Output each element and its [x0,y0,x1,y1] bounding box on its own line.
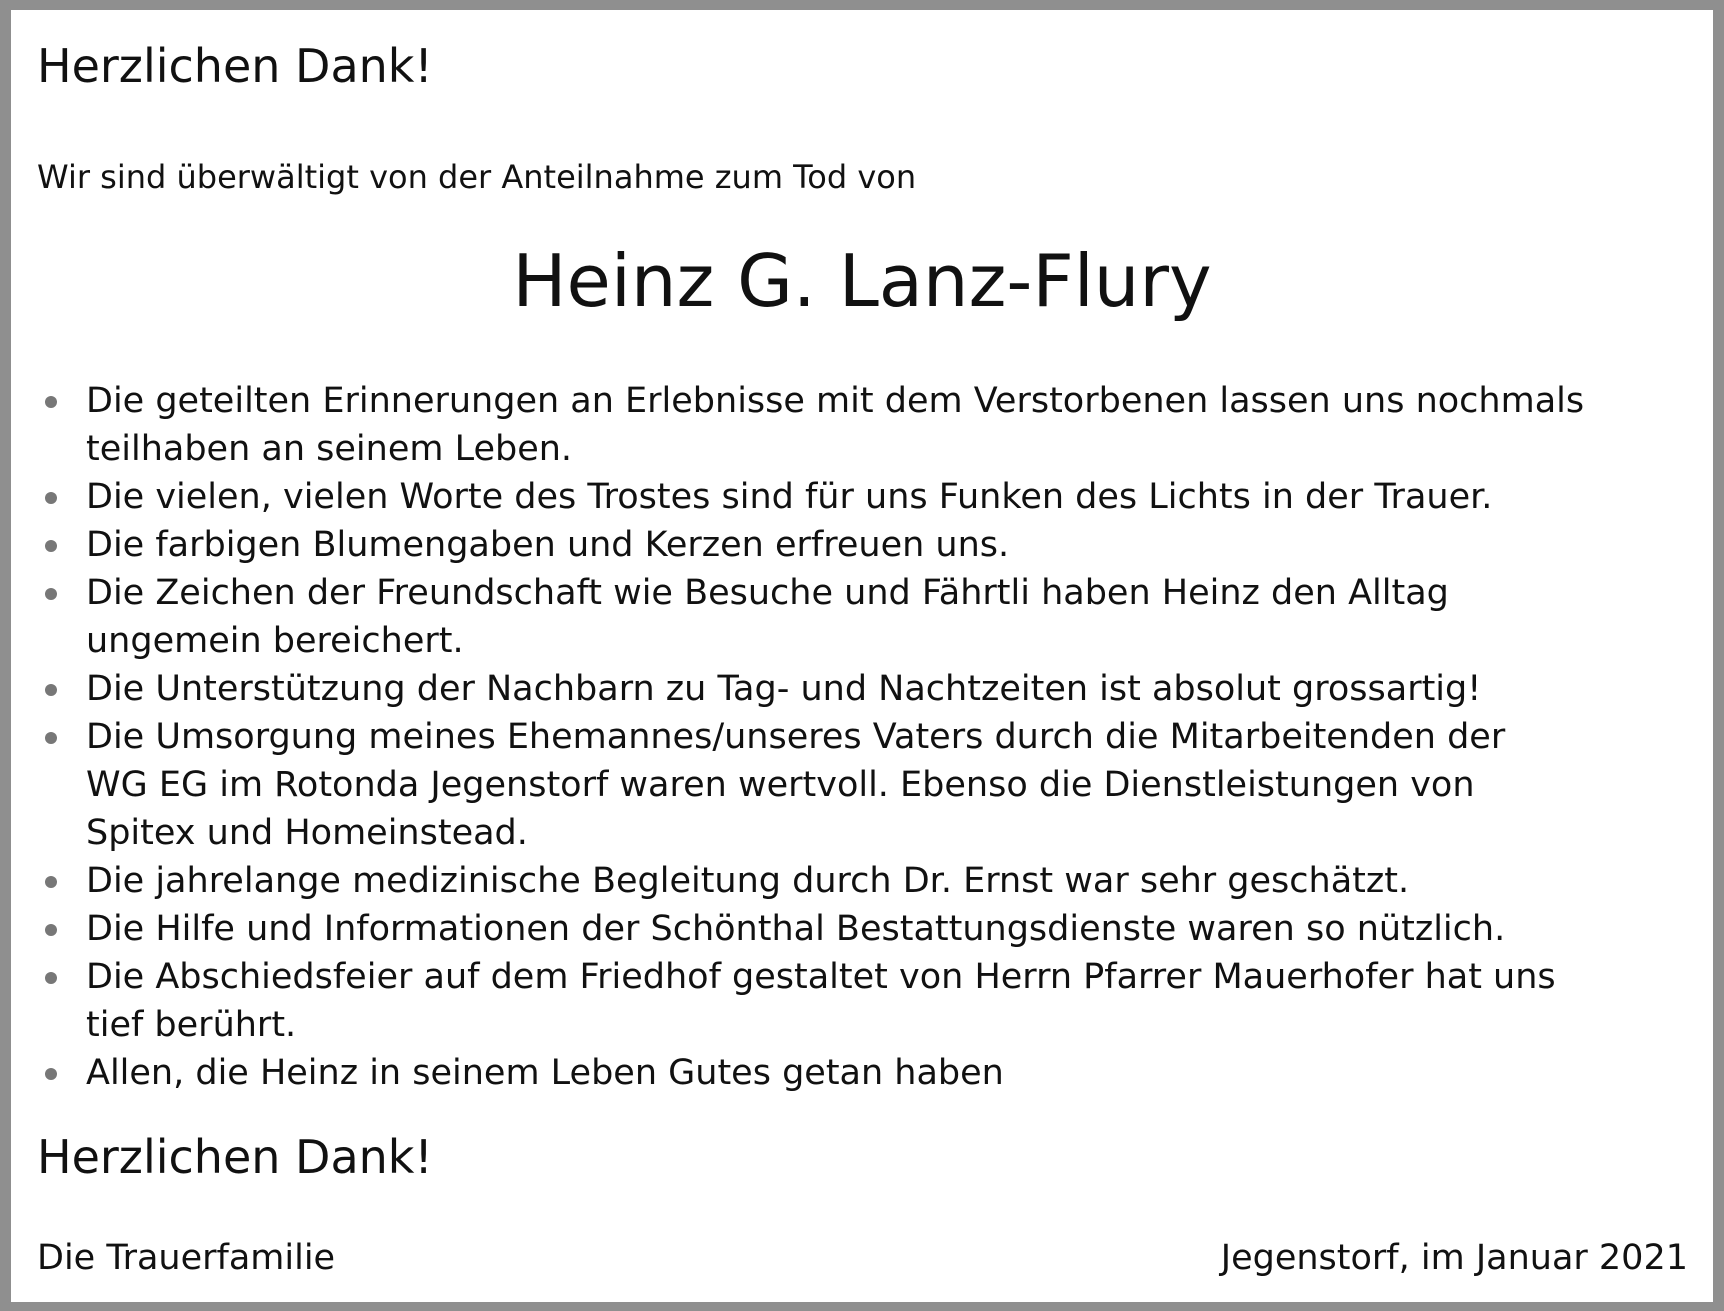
deceased-name: Heinz G. Lanz-Flury [512,239,1212,323]
list-item [41,473,1661,521]
thanks-list [41,377,1661,1097]
heading-top: Herzlichen Dank! [37,39,433,93]
intro-text: Wir sind überwältigt von der Anteilnahme zum Tod von [37,158,917,196]
list-item-text: Allen, die Heinz in seinem Leben Gutes getan haben [86,1053,1004,1093]
list-item-text: Die farbigen Blumengaben und Kerzen erfreuen uns. [86,525,1010,565]
bullet-icon [45,396,57,408]
bullet-icon [45,684,57,696]
list-item-text: Die Abschiedsfeier auf dem Friedhof gestaltet von Herrn Pfarrer Mauerhofer hat uns tief berührt. [86,957,1556,1045]
list-item-text: Die Zeichen der Freundschaft wie Besuche und Fährtli haben Heinz den Alltag ungemein bereichert. [86,573,1449,661]
list-item [41,665,1661,713]
bullet-icon [45,924,57,936]
signature: Die Trauerfamilie [37,1238,336,1278]
list-item [41,905,1661,953]
bullet-icon [45,540,57,552]
bullet-icon [45,876,57,888]
bullet-icon [45,492,57,504]
bullet-icon [45,972,57,984]
bullet-icon [45,1068,57,1080]
list-item [41,713,1661,857]
list-item-text: Die Umsorgung meines Ehemannes/unseres Vaters durch die Mitarbeitenden der WG EG im Rotonda Jegenstorf waren wertvoll. Ebenso die Dienstleistungen von Spitex und Homeinstead. [86,717,1506,853]
bullet-icon [45,588,57,600]
list-item-text: Die geteilten Erinnerungen an Erlebnisse mit dem Verstorbenen lassen uns nochmals teilhaben an seinem Leben. [86,381,1585,469]
list-item [41,857,1661,905]
list-item [41,953,1661,1049]
list-item [41,377,1661,473]
heading-bottom: Herzlichen Dank! [37,1130,433,1184]
list-item-text: Die jahrelange medizinische Begleitung durch Dr. Ernst war sehr geschätzt. [86,861,1410,901]
list-item-text: Die vielen, vielen Worte des Trostes sind für uns Funken des Lichts in der Trauer. [86,477,1493,517]
list-item [41,1049,1661,1097]
list-item-text: Die Unterstützung der Nachbarn zu Tag- und Nachtzeiten ist absolut grossartig! [86,669,1482,709]
list-item-text: Die Hilfe und Informationen der Schönthal Bestattungsdienste waren so nützlich. [86,909,1506,949]
list-item [41,521,1661,569]
place-date: Jegenstorf, im Januar 2021 [1220,1238,1688,1278]
bullet-icon [45,732,57,744]
list-item [41,569,1661,665]
